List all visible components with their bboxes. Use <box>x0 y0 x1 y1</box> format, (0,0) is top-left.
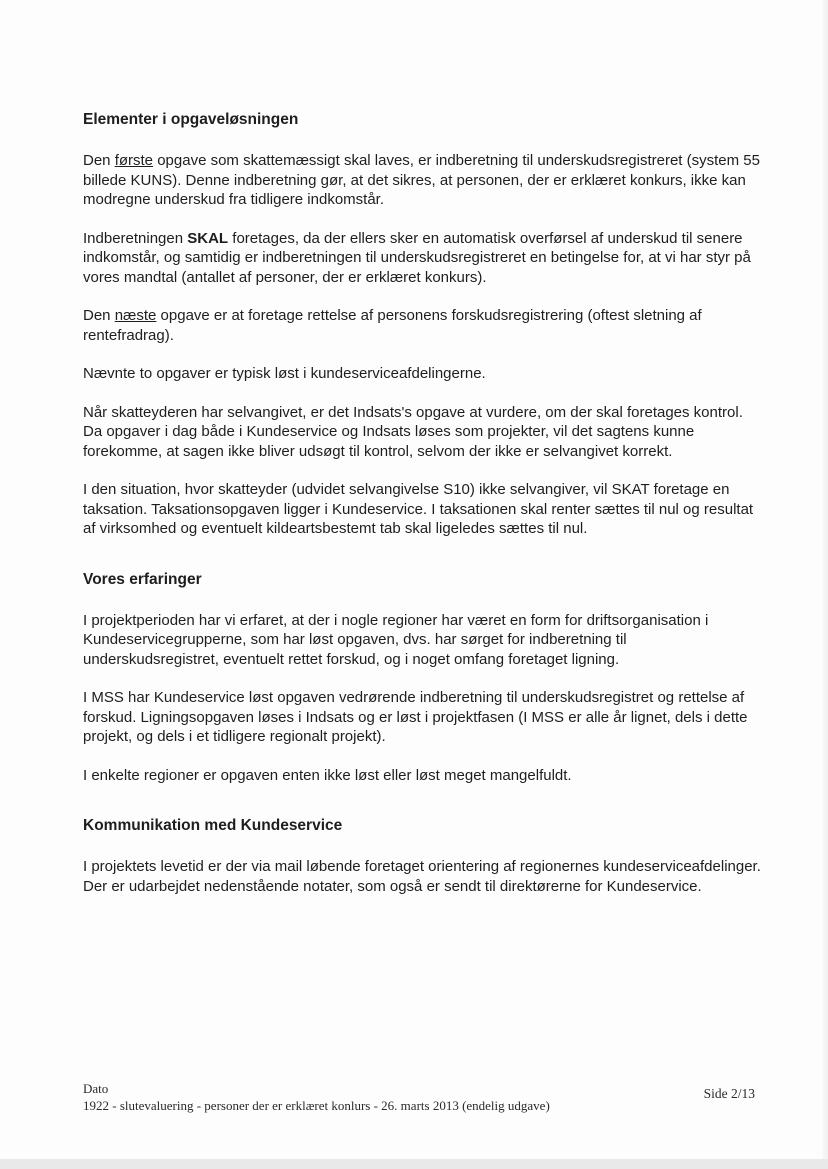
bold-word: SKAL <box>187 229 229 247</box>
section-heading-erfaringer: Vores erfaringer <box>83 570 202 588</box>
footer-document-reference: 1922 - slutevaluering - personer der er erklæret konlurs - 26. marts 2013 (endelig udgave) <box>83 1098 550 1113</box>
text-run: Den <box>83 152 115 169</box>
paragraph <box>83 229 763 288</box>
section-heading-kommunikation: Kommunikation med Kundeservice <box>83 817 343 834</box>
paragraph: I enkelte regioner er opgaven enten ikke løst eller løst meget mangelfuldt. <box>83 766 572 784</box>
paragraph: Når skatteyderen har selvangivet, er det Indsats's opgave at vurdere, om der skal foretages kontrol. Da opgaver i dag både i Kundeservice og Indsats løses som projekter, vil det sagtens kunne forekomme, at sagen ikke bliver udsøgt til kontrol, selvom der ikke er selvangivet korrekt. <box>83 403 743 460</box>
paragraph <box>83 306 763 345</box>
text-run: opgave er at foretage rettelse af personens forskudsregistrering (oftest sletning af rentefradrag). <box>83 307 702 344</box>
footer-date-label: Dato <box>83 1081 109 1096</box>
text-run: Indberetningen <box>83 229 188 247</box>
spacer <box>83 804 763 816</box>
paragraph: I projektperioden har vi erfaret, at der i nogle regioner har været en form for driftsorganisation i Kundeservicegrupperne, som har løst opgaven, dvs. har sørget for indberetning til underskudsregistret, eventuelt rettet forskud, og i noget omfang foretaget ligning. <box>83 611 709 668</box>
text-run: foretages, da der ellers sker en automatisk overførsel af underskud til senere indkomstår, og samtidig er indberetningen til underskudsregistreret en betingelse for, at vi har styr på vores mandtal (antallet af personer, der er erklæret konkurs). <box>83 229 751 286</box>
page-number: Side 2/13 <box>703 1086 755 1101</box>
text-run: opgave som skattemæssigt skal laves, er indberetning til underskudsregistreret (system 55 billede KUNS). Denne indberetning gør, at det sikres, at personen, der er erklæret konkurs, ikke kan modregne underskud fra tidligere indkomstår. <box>83 152 760 208</box>
spacer <box>83 558 763 570</box>
section-heading-elementer: Elementer i opgaveløsningen <box>83 111 299 128</box>
page-footer <box>83 1080 755 1114</box>
paragraph <box>83 151 763 210</box>
document-body <box>83 110 763 915</box>
paragraph: I projektets levetid er der via mail løbende foretaget orientering af regionernes kundeserviceafdelinger. Der er udarbejdet nedenstående notater, som også er sendt til direktørerne for Kundeservice. <box>83 858 761 895</box>
text-run: Den <box>83 307 115 324</box>
underlined-word: første <box>114 152 154 169</box>
scan-edge-shadow <box>822 0 828 1169</box>
paragraph: I MSS har Kundeservice løst opgaven vedrørende indberetning til underskudsregistret og rettelse af forskud. Ligningsopgaven løses i Indsats og er løst i projektfasen (I MSS er alle år lignet, dels i dette projekt, og dels i et tidligere regionalt projekt). <box>83 689 748 745</box>
underlined-word: næste <box>114 307 157 324</box>
paragraph: I den situation, hvor skatteyder (udvidet selvangivelse S10) ikke selvangiver, vil SKAT foretage en taksation. Taksationsopgaven ligger i Kundeservice. I taksationen skal renter sættes til nul og resultat af virksomhed og eventuelt kildeartsbestemt tab skal ligeledes sættes til nul. <box>83 481 754 537</box>
paragraph: Nævnte to opgaver er typisk løst i kundeserviceafdelingerne. <box>83 365 486 382</box>
scan-bottom-strip <box>0 1159 828 1169</box>
